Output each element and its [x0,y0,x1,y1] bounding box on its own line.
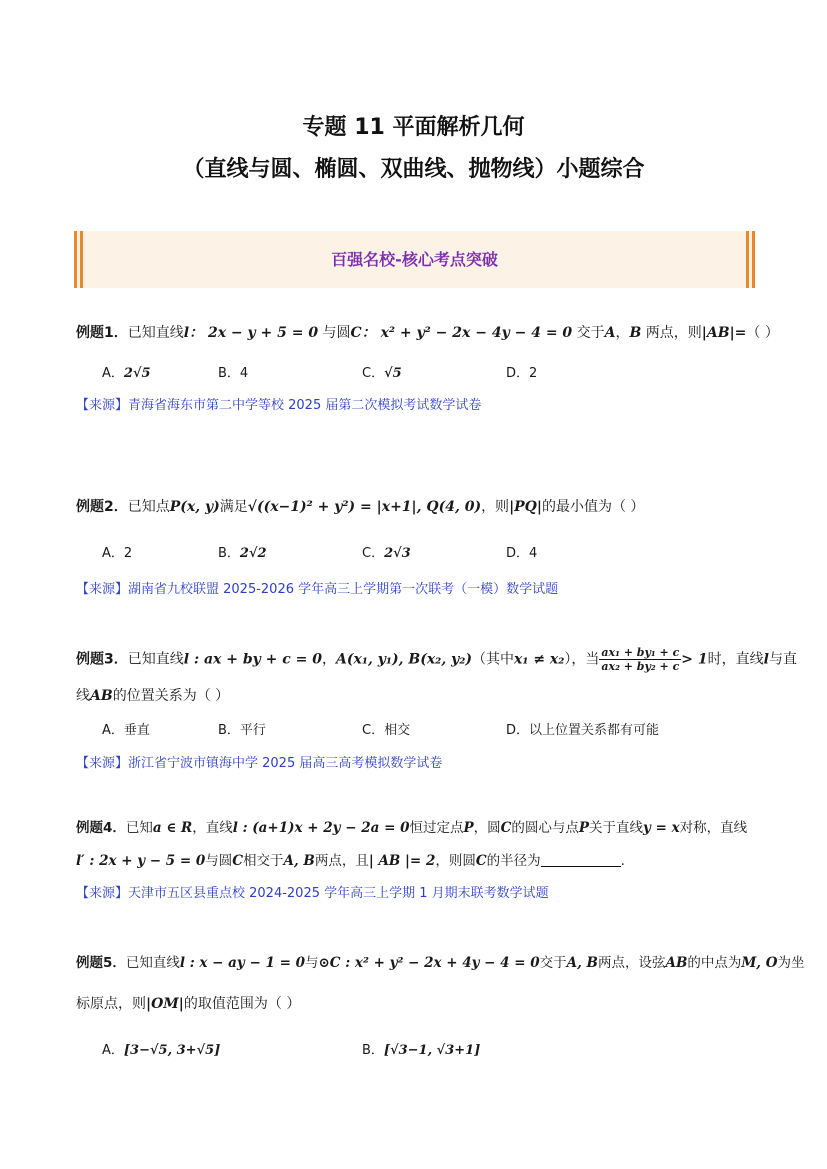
question-3-option-b[interactable]: B．平行 [218,723,266,738]
question-1-option-d[interactable]: D．2 [506,366,538,381]
question-3-option-d[interactable]: D．以上位置关系都有可能 [506,723,660,738]
question-4-stem-line2: l′ : 2x + y − 5 = 0与圆C相交于A, B两点，且| AB |= 2，则圆C的半径为 . [76,853,625,869]
question-1-option-c[interactable]: C．√5 [362,366,402,381]
question-label: 例题2． [76,499,128,515]
question-2-option-c[interactable]: C．2√3 [362,546,411,561]
document-title-line1: 专题 11 平面解析几何 [302,115,525,140]
answer-blank[interactable] [541,866,621,867]
question-3-option-c[interactable]: C．相交 [362,723,411,738]
fraction: $\frac{\text{ax₁ + by₁ + c}}{\text{ax₂ + by₂ + c}}$ [601,646,680,673]
document-title-line2: （直线与圆、椭圆、双曲线、抛物线）小题综合 [182,157,645,182]
question-4-stem-line1: 例题4．已知a ∈ R，直线l : (a+1)x + 2y − 2a = 0恒过定点P，圆C的圆心与点P关于直线y = x对称，直线 [76,820,748,836]
question-5-stem-line2: 标原点，则|OM|的取值范围为（ ） [76,996,301,1012]
question-1-stem: 例题1．已知直线l： 2x − y + 5 = 0 与圆C： x² + y² − 2x − 4y − 4 = 0 交于A，B 两点，则|AB|=（ ） [76,325,779,341]
question-3-stem-line2: 线AB的位置关系为（ ） [76,688,230,704]
question-label: 例题1． [76,325,128,341]
question-2-source: 【来源】湖南省九校联盟 2025-2026 学年高三上学期第一次联考（一模）数学试题 [76,582,559,597]
question-4-source: 【来源】天津市五区县重点校 2024-2025 学年高三上学期 1 月期末联考数学试题 [76,886,549,901]
banner-text: 百强名校-核心考点突破 [331,250,498,269]
question-2-stem: 例题2．已知点P(x, y)满足√((x−1)² + y²) = |x+1|, Q(4, 0)，则|PQ|的最小值为（ ） [76,499,645,515]
question-label: 例题3． [76,651,128,668]
question-label: 例题5． [76,955,126,971]
question-2-option-a[interactable]: A．2 [102,546,133,561]
question-3-option-a[interactable]: A．垂直 [102,723,150,738]
question-5-option-b[interactable]: B．[√3−1, √3+1] [362,1043,481,1058]
question-3-stem-line1: 例题3．已知直线l : ax + by + c = 0，A(x₁, y₁), B(x₂, y₂)（其中x₁ ≠ x₂），当 $\frac{\text{ax₁ + by₁ + c}}{\text{ax₂ + by₂ + c}}$ > 1时，直线l与直 [76,646,797,673]
section-banner [74,231,755,288]
question-3-source: 【来源】浙江省宁波市镇海中学 2025 届高三高考模拟数学试卷 [76,756,443,771]
question-5-option-a[interactable]: A．[3−√5, 3+√5] [102,1043,221,1058]
question-label: 例题4． [76,820,126,836]
question-1-option-b[interactable]: B．4 [218,366,249,381]
question-2-option-b[interactable]: B．2√2 [218,546,267,561]
question-1-option-a[interactable]: A．2√5 [102,366,151,381]
question-2-option-d[interactable]: D．4 [506,546,538,561]
question-1-source: 【来源】青海省海东市第二中学等校 2025 届第二次模拟考试数学试卷 [76,398,482,413]
question-5-stem-line1: 例题5．已知直线l : x − ay − 1 = 0与⊙C : x² + y² − 2x + 4y − 4 = 0交于A, B两点，设弦AB的中点为M, O为坐 [76,955,805,971]
